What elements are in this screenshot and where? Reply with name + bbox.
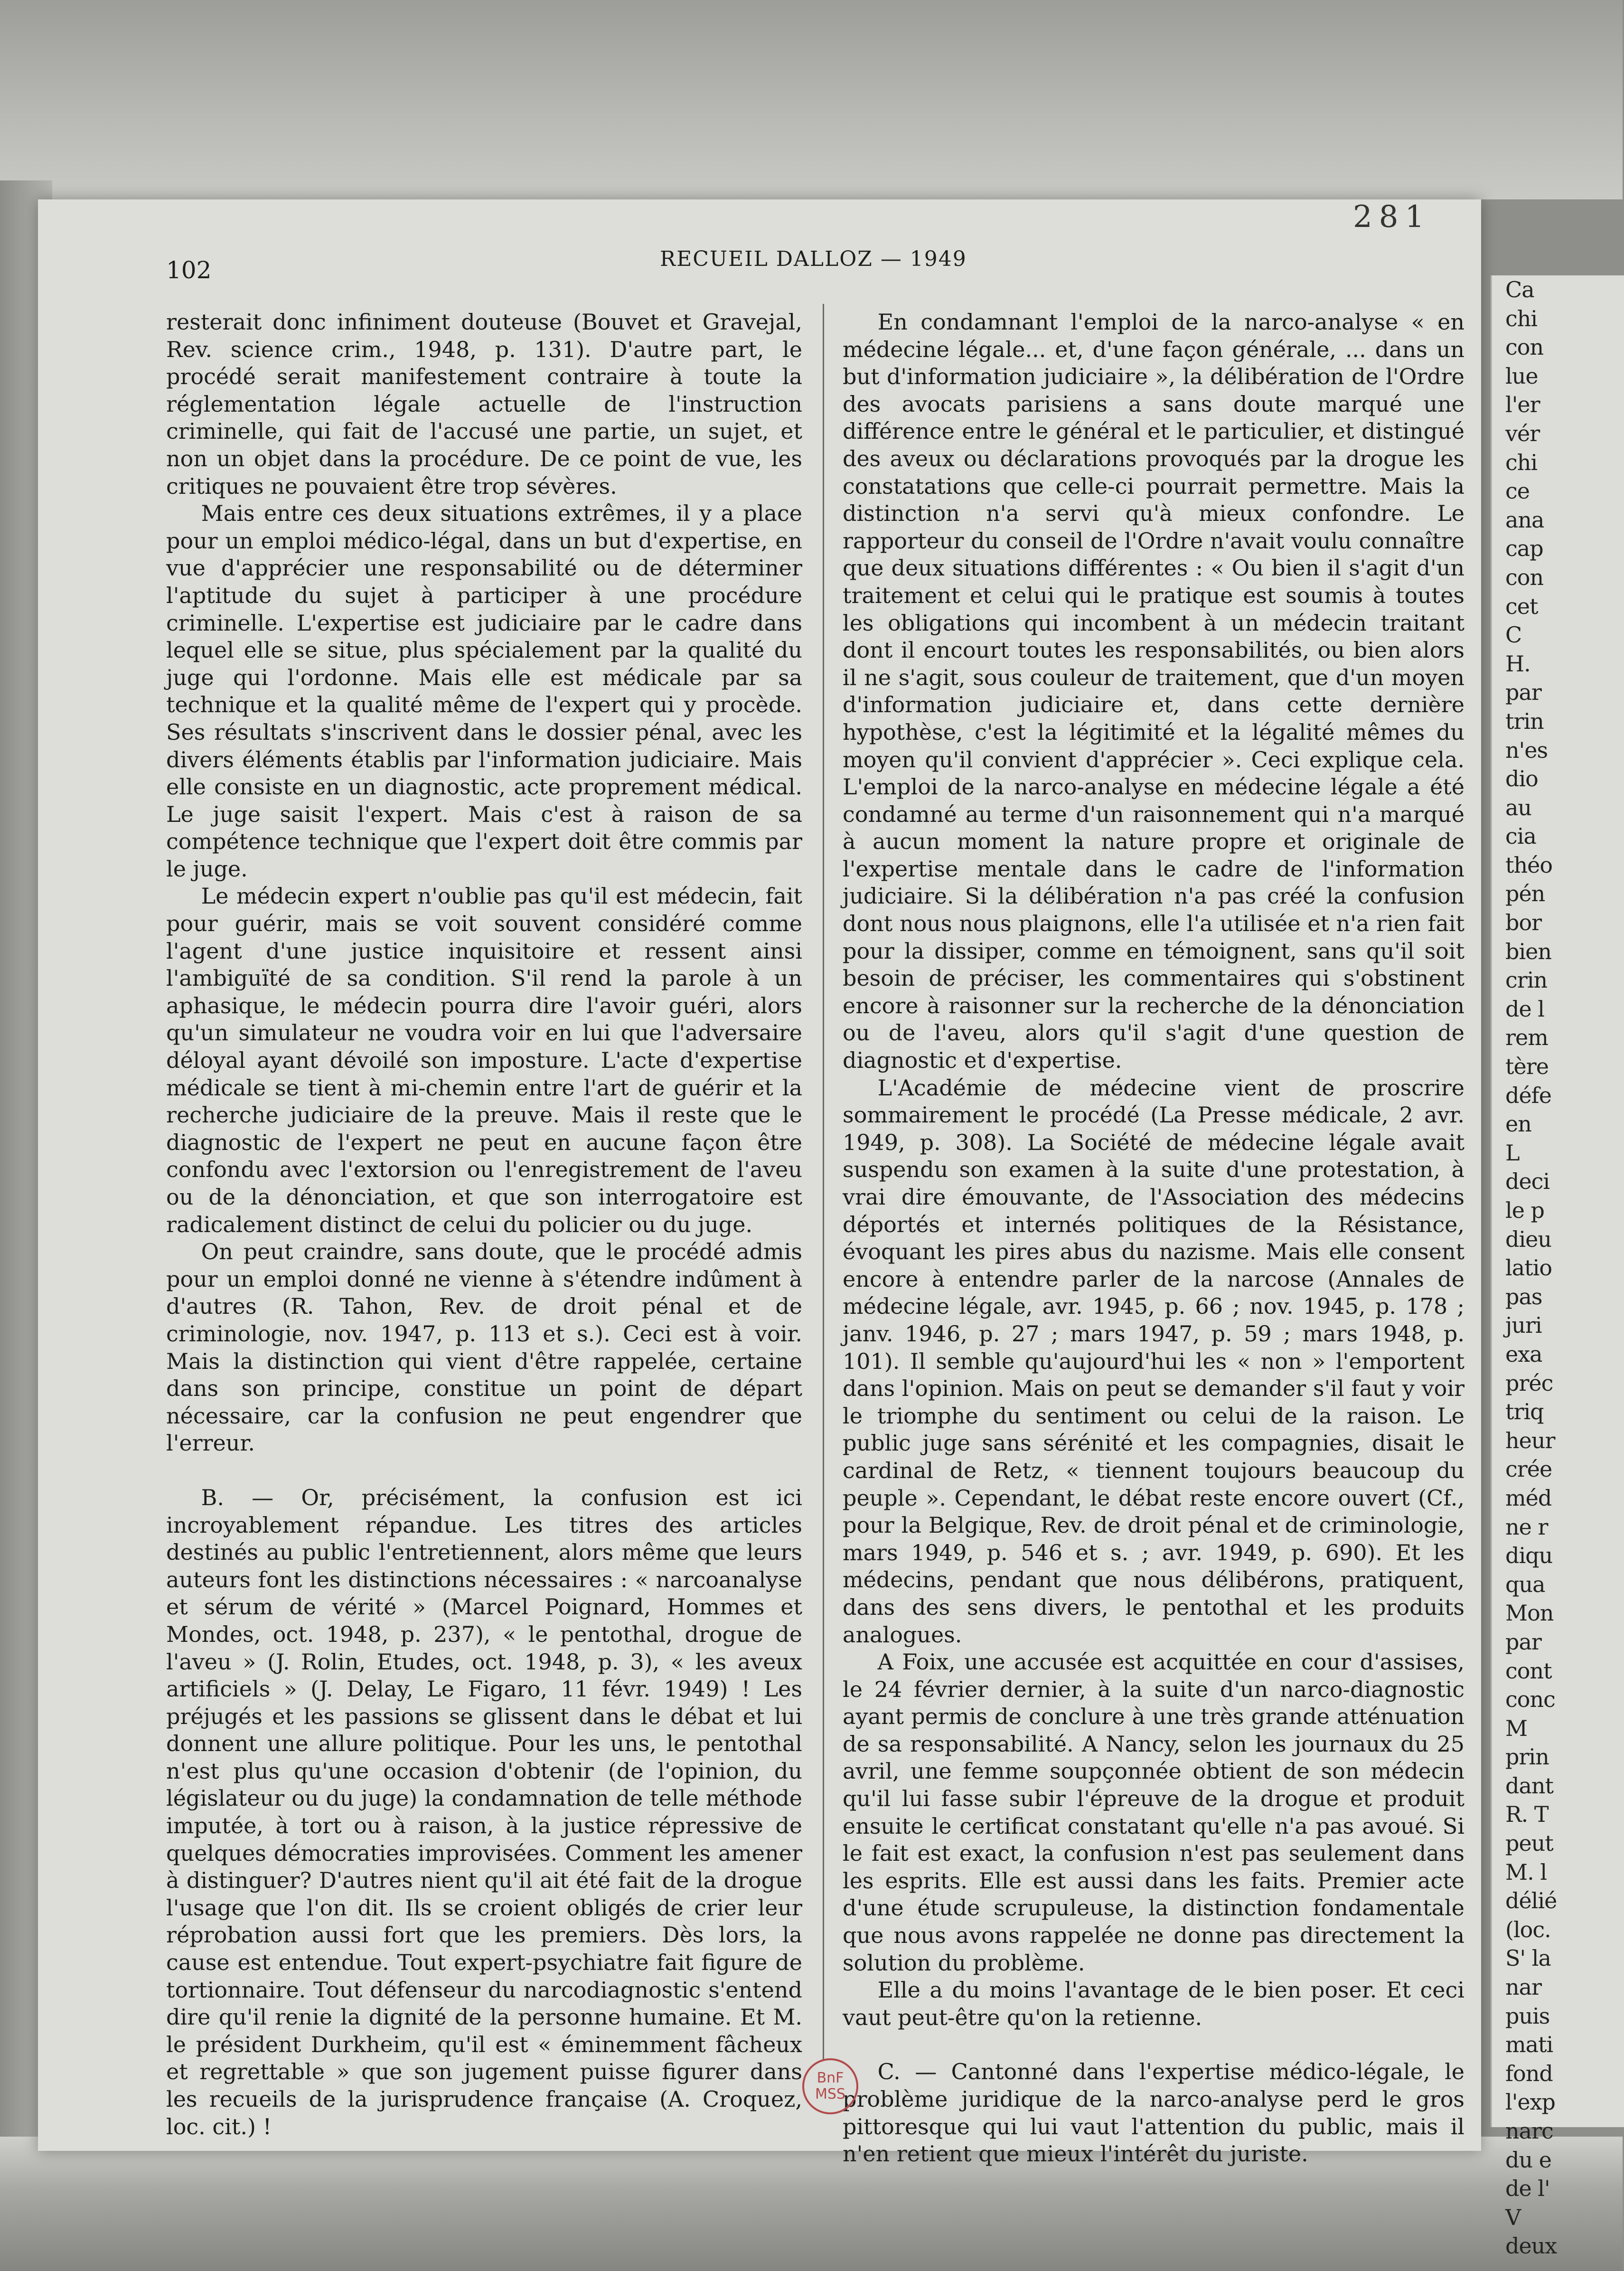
facing-page-fragment: n'es — [1505, 737, 1548, 763]
paragraph: resterait donc infiniment douteuse (Bouvet et Gravejal, Rev. science crim., 1948, p. 131). D'autre part, le procédé serait manifestement contraire à toute la réglementation légale actuelle de l'instruction criminelle, qui fait de l'accusé une partie, un sujet, et non un objet dans la procédure. De ce point de vue, les critiques ne pouvaient être trop sévères. — [166, 309, 802, 499]
facing-page-fragment: bor — [1505, 910, 1542, 936]
facing-page-fragment: de l — [1505, 996, 1545, 1022]
paragraph: Elle a du moins l'avantage de le bien poser. Et ceci vaut peut-être qu'on la retienne. — [843, 1977, 1464, 2030]
facing-page-fragment: V — [1505, 2204, 1521, 2230]
facing-page-fragment: chi — [1505, 449, 1538, 475]
facing-page-fragment: théo — [1505, 852, 1553, 878]
running-head: RECUEIL DALLOZ — 1949 — [660, 247, 967, 271]
page-number: 102 — [166, 256, 212, 284]
facing-page-fragment: du e — [1505, 2147, 1551, 2173]
facing-page-fragment: juri — [1505, 1312, 1542, 1338]
scan-background-top — [0, 0, 1623, 199]
facing-page-fragment: en — [1505, 1111, 1531, 1137]
facing-page-fragment: triq — [1505, 1399, 1544, 1425]
facing-page-fragment: mati — [1505, 2032, 1553, 2058]
facing-page-fragment: cia — [1505, 823, 1536, 849]
facing-page-fragment: l'exp — [1505, 2089, 1555, 2115]
facing-page-fragment: diqu — [1505, 1543, 1553, 1569]
facing-page-fragment: défe — [1505, 1082, 1551, 1108]
facing-page-fragment: narc — [1505, 2118, 1553, 2144]
facing-page-fragment: par — [1505, 679, 1541, 706]
facing-page-fragment: de l' — [1505, 2176, 1550, 2202]
column-divider — [823, 304, 824, 2061]
facing-page-fragment: ne r — [1505, 1514, 1548, 1540]
facing-page-fragment: bien — [1505, 938, 1552, 964]
facing-page-fragment: rem — [1505, 1025, 1548, 1051]
stamped-page-number: 281 — [1353, 199, 1431, 235]
left-column — [166, 309, 802, 2140]
seal-line: BnF — [817, 2070, 844, 2086]
facing-page-fragment: trin — [1505, 708, 1544, 734]
right-column — [843, 309, 1464, 2168]
facing-page-fragment: délié — [1505, 1888, 1557, 1914]
facing-page-fragment: (loc. — [1505, 1916, 1551, 1942]
facing-page-fragment: M — [1505, 1715, 1528, 1741]
facing-page-fragment: con — [1505, 564, 1544, 590]
facing-page-fragment: cet — [1505, 593, 1538, 619]
facing-page-fragment: dant — [1505, 1772, 1553, 1799]
paragraph: On peut craindre, sans doute, que le procédé admis pour un emploi donné ne vienne à s'étendre indûment à d'autres (R. Tahon, Rev. de droit pénal et de criminologie, nov. 1947, p. 113 et s.). Ceci est à voir. Mais la distinction qui vient d'être rappelée, certaine dans son principe, constitue un point de départ nécessaire, car la confusion ne peut engendrer que l'erreur. — [166, 1239, 802, 1456]
facing-page-fragment: L — [1505, 1140, 1520, 1166]
facing-page-fragment: latio — [1505, 1255, 1552, 1281]
paragraph: Le médecin expert n'oublie pas qu'il est médecin, fait pour guérir, mais se voit souvent considéré comme l'agent d'une justice inquisitoire et ressent ainsi l'ambiguïté de sa condition. S'il rend la parole à un aphasique, le médecin pourra dire l'avoir guéri, alors qu'un simulateur ne voudra voir en lui que l'adversaire déloyal ayant dévoilé son imposture. L'acte d'expertise médicale se tient à mi-chemin entre l'art de guérir et la recherche judiciaire de la preuve. Mais il reste que le diagnostic de l'expert ne peut en aucune façon être confondu avec l'extorsion ou l'enregistrement de l'aveu ou de la dénonciation, et que son interrogatoire est radicalement distinct de celui du policier ou du juge. — [166, 883, 802, 1237]
facing-page-fragment: crin — [1505, 967, 1548, 993]
facing-page-fragment: dieu — [1505, 1226, 1552, 1252]
facing-page-fragment: dio — [1505, 766, 1538, 792]
facing-page-fragment: vér — [1505, 420, 1540, 446]
facing-page-fragment: Mon — [1505, 1600, 1554, 1626]
facing-page-fragment: cont — [1505, 1658, 1552, 1684]
facing-page-fragment: nar — [1505, 1974, 1542, 2000]
section-gap — [843, 2031, 1464, 2058]
facing-page-fragment: ana — [1505, 507, 1544, 533]
facing-page-fragment: prin — [1505, 1744, 1549, 1770]
page-header — [166, 247, 1448, 284]
paragraph: B. — Or, précisément, la confusion est ici incroyablement répandue. Les titres des articles destinés au public l'entretiennent, alors même que leurs auteurs font les distinctions nécessaires : « narcoanalyse et sérum de vérité » (Marcel Poignard, Hommes et Mondes, oct. 1948, p. 237), « le pentothal, drogue de l'aveu » (J. Rolin, Etudes, oct. 1948, p. 3), « les aveux artificiels » (J. Delay, Le Figaro, 11 févr. 1949) ! Les préjugés et les passions se glissent dans le débat et lui donnent une allure politique. Pour les uns, le pentothal n'est plus qu'une occasion d'obtenir (de l'opinion, du législateur ou du juge) la condamnation de telle méthode imputée, à tort ou à raison, à la justice répressive de quelques démocraties improvisées. Comment les amener à distinguer? D'autres nient qu'il ait été fait de la drogue l'usage que l'on dit. Ils se croient obligés de crier leur réprobation aussi fort que les premiers. Dès lors, la cause est entendue. Tout expert-psychiatre fait figure de tortionnaire. Tout défenseur du narcodiagnostic s'entend dire qu'il renie la dignité de la personne humaine. Et M. le président Durkheim, qu'il est « éminemment fâcheux et regrettable » que son jugement puisse figurer dans les recueils de la jurisprudence française (A. Croquez, loc. cit.) ! — [166, 1484, 802, 2139]
facing-page-fragment: pén — [1505, 881, 1545, 907]
section-gap — [166, 1457, 802, 1484]
facing-page-fragment: méd — [1505, 1485, 1552, 1511]
facing-page-fragment: chi — [1505, 305, 1538, 331]
facing-page-fragment: qua — [1505, 1571, 1545, 1597]
library-seal — [802, 2058, 858, 2114]
paragraph: En condamnant l'emploi de la narco-analyse « en médecine légale... et, d'une façon générale, ... dans un but d'information judiciaire », la délibération de l'Ordre des avocats parisiens a sans doute marqué une différence entre le général et le particulier, et distingué des aveux ou déclarations provoqués par la drogue les constatations que celle-ci pourrait permettre. Mais la distinction n'a servi qu'à mieux confondre. Le rapporteur du conseil de l'Ordre n'avait voulu connaître que deux situations différentes : « Ou bien il s'agit d'un traitement et celui qui le pratique est soumis à toutes les obligations qui incombent à un médecin traitant dont il encourt toutes les responsabilités, ou bien alors il ne s'agit, sous couleur de traitement, que d'un moyen d'information judiciaire et, dans cette dernière hypothèse, c'est la légitimité et la légalité mêmes du moyen qu'il convient d'apprécier ». Ceci explique cela. L'emploi de la narco-analyse en médecine légale a été condamné au terme d'un raisonnement qui n'a marqué à aucun moment la nature propre et originale de l'expertise mentale dans le cadre de l'information judiciaire. Si la délibération n'a pas créé la confusion dont nous nous plaignons, elle l'a utilisée et n'a rien fait pour la dissiper, comme en témoignent, sans qu'il soit besoin de préciser, les commentaires qui s'obstinent encore à raisonner sur la recherche de la dénonciation ou de l'aveu, alors qu'il s'agit d'une question de diagnostic et d'expertise. — [843, 309, 1464, 1074]
facing-page-fragment: deux — [1505, 2233, 1557, 2259]
paragraph: C. — Cantonné dans l'expertise médico-légale, le problème juridique de la narco-analyse perd le gros pittoresque qui lui vaut l'attention du public, mais il n'en retient que mieux l'intérêt du juriste. — [843, 2059, 1464, 2167]
facing-page-fragment: pas — [1505, 1283, 1542, 1310]
facing-page-fragment: le p — [1505, 1197, 1545, 1223]
facing-page-fragment: S' la — [1505, 1945, 1551, 1971]
paragraph: A Foix, une accusée est acquittée en cour d'assises, le 24 février dernier, à la suite d'un narco-diagnostic ayant permis de conclure à une très grande atténuation de sa responsabilité. A Nancy, selon les journaux du 25 avril, une femme soupçonnée obtient de son médecin qu'il lui fasse subir l'épreuve de la drogue et produit ensuite le certificat constatant qu'elle n'a pas avoué. Si le fait est exact, la confusion n'est pas seulement dans les esprits. Elle est aussi dans les faits. Premier acte d'une étude scrupuleuse, la distinction fondamentale que nous avons rappelée ne donne pas directement la solution du problème. — [843, 1649, 1464, 1976]
facing-page-fragment: M. l — [1505, 1859, 1547, 1885]
facing-page-fragment: con — [1505, 334, 1544, 360]
facing-page-fragment: exa — [1505, 1341, 1542, 1367]
facing-page-fragment: puis — [1505, 2003, 1550, 2029]
facing-page-edge — [1491, 275, 1624, 2259]
facing-page-fragment: préc — [1505, 1370, 1553, 1396]
facing-page-fragment: conc — [1505, 1687, 1555, 1713]
facing-page-fragment: Ca — [1505, 277, 1534, 302]
facing-page-fragment: H. — [1505, 650, 1530, 677]
facing-page-fragment: crée — [1505, 1456, 1552, 1482]
facing-page-fragment: C — [1505, 622, 1522, 648]
facing-page-fragment: au — [1505, 794, 1532, 820]
facing-page-fragment: l'er — [1505, 392, 1540, 418]
facing-page-fragment: tère — [1505, 1054, 1549, 1080]
facing-page-fragment: fond — [1505, 2060, 1553, 2086]
facing-page-fragment: ce — [1505, 478, 1530, 504]
facing-page-fragment: lue — [1505, 363, 1538, 389]
facing-page-fragment: R. T — [1505, 1801, 1549, 1828]
paragraph: L'Académie de médecine vient de proscrire sommairement le procédé (La Presse médicale, 2 avr. 1949, p. 308). La Société de médecine légale avait suspendu son examen à la suite d'une protestation, à vrai dire émouvante, de l'Association des médecins déportés et internés politiques de la Résistance, évoquant les pires abus du nazisme. Mais elle consent encore à entendre parler de la narcose (Annales de médecine légale, avr. 1945, p. 66 ; nov. 1945, p. 178 ; janv. 1946, p. 27 ; mars 1947, p. 59 ; mars 1948, p. 101). Il semble qu'aujourd'hui les « non » l'emportent dans l'opinion. Mais on peut se demander s'il faut y voir le triomphe du sentiment ou celui de la raison. Le public juge sans sérénité et les compagnies, disait le cardinal de Retz, « tiennent toujours beaucoup du peuple ». Cependant, le débat reste encore ouvert (Cf., pour la Belgique, Rev. de droit pénal et de criminologie, mars 1949, p. 546 et s. ; avr. 1949, p. 690). Et les médecins, pendant que nous délibérons, pratiquent, dans des sens divers, le pentothal et les produits analogues. — [843, 1074, 1464, 1648]
paragraph: Mais entre ces deux situations extrêmes, il y a place pour un emploi médico-légal, dans un but d'expertise, en vue d'apprécier une responsabilité ou de déterminer l'aptitude du sujet à participer à une procédure criminelle. L'expertise est judiciaire par le cadre dans lequel elle se situe, plus spécialement par la qualité du juge qui l'ordonne. Mais elle est médicale par sa technique et la qualité même de l'expert qui y procède. Ses résultats s'inscrivent dans le dossier pénal, avec les divers éléments établis par l'information judiciaire. Mais elle consiste en un diagnostic, acte proprement médical. Le juge saisit l'expert. Mais c'est à raison de sa compétence technique que l'expert doit être commis par le juge. — [166, 500, 802, 882]
facing-page-fragment: deci — [1505, 1168, 1550, 1195]
facing-page-fragment: par — [1505, 1629, 1541, 1655]
facing-page-fragment: peut — [1505, 1830, 1553, 1856]
facing-page-fragment: cap — [1505, 536, 1543, 562]
seal-line: MSS — [815, 2086, 845, 2102]
facing-page-fragment: heur — [1505, 1427, 1555, 1453]
